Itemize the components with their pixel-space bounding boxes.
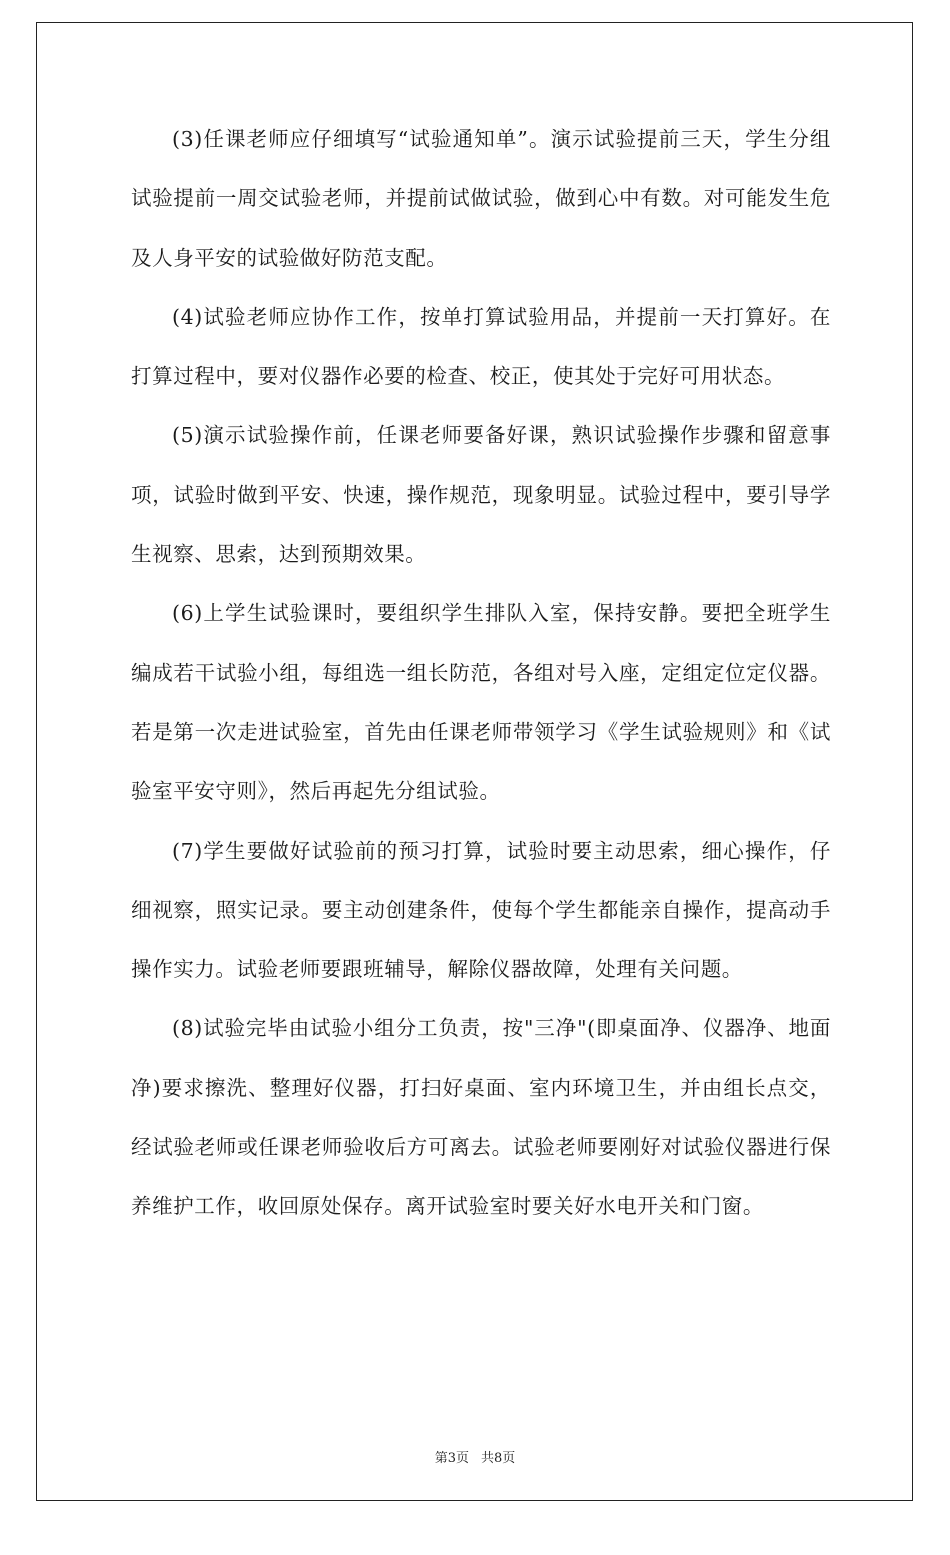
paragraph-4: (4)试验老师应协作工作，按单打算试验用品，并提前一天打算好。在打算过程中，要对仪器作必要的检查、校正，使其处于完好可用状态。 — [131, 304, 831, 389]
paragraph-5: (5)演示试验操作前，任课老师要备好课，熟识试验操作步骤和留意事项，试验时做到平安、快速，操作规范，现象明显。试验过程中，要引导学生视察、思索，达到预期效果。 — [131, 423, 831, 567]
paragraph-3: (3)任课老师应仔细填写“试验通知单”。演示试验提前三天，学生分组试验提前一周交试验老师，并提前试做试验，做到心中有数。对可能发生危及人身平安的试验做好防范支配。 — [131, 127, 831, 270]
page-total: 共8页 — [481, 1451, 516, 1466]
paragraph-7: (7)学生要做好试验前的预习打算，试验时要主动思索，细心操作，仔细视察，照实记录。要主动创建条件，使每个学生都能亲自操作，提高动手操作实力。试验老师要跟班辅导，解除仪器故障，处理有关问题。 — [131, 838, 831, 982]
document-body — [131, 110, 831, 1237]
paragraph-8: (8)试验完毕由试验小组分工负责，按"三净"(即桌面净、仪器净、地面净)要求擦洗、整理好仪器，打扫好桌面、室内环境卫生，并由组长点交，经试验老师或任课老师验收后方可离去。试验老师要刚好对试验仪器进行保养维护工作，收回原处保存。离开试验室时要关好水电开关和门窗。 — [131, 1016, 831, 1219]
paragraph-6: (6)上学生试验课时，要组织学生排队入室，保持安静。要把全班学生编成若干试验小组，每组选一组长防范，各组对号入座，定组定位定仪器。若是第一次走进试验室，首先由任课老师带领学习《学生试验规则》和《试验室平安守则》，然后再起先分组试验。 — [131, 601, 831, 804]
page-number: 第3页 — [434, 1451, 469, 1466]
page-footer — [0, 1447, 950, 1466]
